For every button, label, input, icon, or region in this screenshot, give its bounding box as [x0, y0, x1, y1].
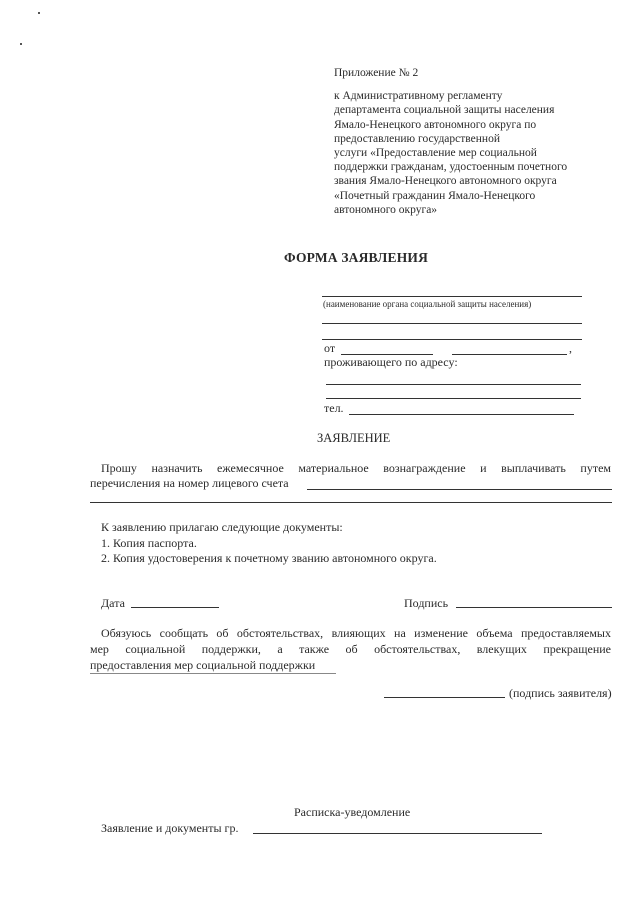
signature-line[interactable] [456, 607, 612, 608]
signature-label: Подпись [404, 596, 449, 610]
org-name-line[interactable] [322, 296, 582, 297]
date-line[interactable] [131, 607, 219, 608]
from-label: от [324, 341, 336, 355]
applicant-signature-caption: (подпись заявителя) [509, 686, 612, 700]
form-title: ФОРМА ЗАЯВЛЕНИЯ [284, 250, 429, 265]
org-name-line-3[interactable] [322, 339, 582, 340]
receipt-name-line[interactable] [253, 833, 542, 834]
appendix-line: Ямало-Ненецкого автономного округа по [334, 118, 537, 131]
address-line-1[interactable] [326, 384, 581, 385]
appendix-line: услуги «Предоставление мер социальной [334, 147, 537, 160]
appendix-line: предоставлению государственной [334, 132, 500, 145]
receipt-docs-label: Заявление и документы гр. [101, 821, 239, 835]
residing-label: проживающего по адресу: [324, 355, 458, 369]
obligation-line-2 [90, 642, 611, 657]
account-number-line-2[interactable] [90, 502, 612, 503]
date-label: Дата [101, 596, 125, 610]
scan-speck [38, 12, 40, 14]
phone-label: тел. [324, 401, 344, 415]
scan-speck [20, 43, 22, 45]
attachments-intro: К заявлению прилагаю следующие документы: [101, 520, 343, 534]
obligation-text-2: мер социальной поддержки, а также об обстоятельствах, влекущих прекращение [90, 642, 611, 656]
appendix-line: «Почетный гражданин Ямало-Ненецкого [334, 189, 536, 202]
appendix-block [334, 66, 567, 217]
applicant-signature-line[interactable] [384, 697, 505, 698]
request-line-2: перечисления на номер лицевого счета [90, 476, 289, 490]
appendix-number: Приложение № 2 [334, 67, 419, 79]
from-name-line-2[interactable] [452, 354, 567, 355]
receipt-title: Расписка-уведомление [294, 805, 411, 819]
org-caption: (наименование органа социальной защиты населения) [323, 299, 532, 309]
address-line-2[interactable] [326, 398, 581, 399]
appendix-line: звания Ямало-Ненецкого автономного округа [334, 175, 557, 188]
statement-title: ЗАЯВЛЕНИЕ [317, 431, 391, 445]
obligation-underline [90, 673, 336, 674]
appendix-line: к Административному регламенту [334, 90, 503, 103]
obligation-text-1: Обязуюсь сообщать об обстоятельствах, влияющих на изменение объема предоставляемых [101, 626, 611, 640]
request-text-1: Прошу назначить ежемесячное материальное вознаграждение и выплачивать путем [101, 461, 611, 475]
account-number-line[interactable] [307, 489, 612, 490]
attachment-item: 1. Копия паспорта. [101, 536, 197, 550]
org-name-line-2[interactable] [322, 323, 582, 324]
attachment-item: 2. Копия удостоверения к почетному званию автономного округа. [101, 551, 437, 565]
from-comma: , [569, 341, 572, 355]
phone-line[interactable] [349, 414, 574, 415]
appendix-line: автономного округа» [334, 203, 438, 216]
obligation-line-3: предоставления мер социальной поддержки [90, 658, 316, 672]
appendix-line: департамента социальной защиты населения [334, 104, 555, 117]
appendix-line: поддержки гражданам, удостоенным почетного [334, 161, 568, 174]
obligation-line-1 [101, 626, 611, 641]
